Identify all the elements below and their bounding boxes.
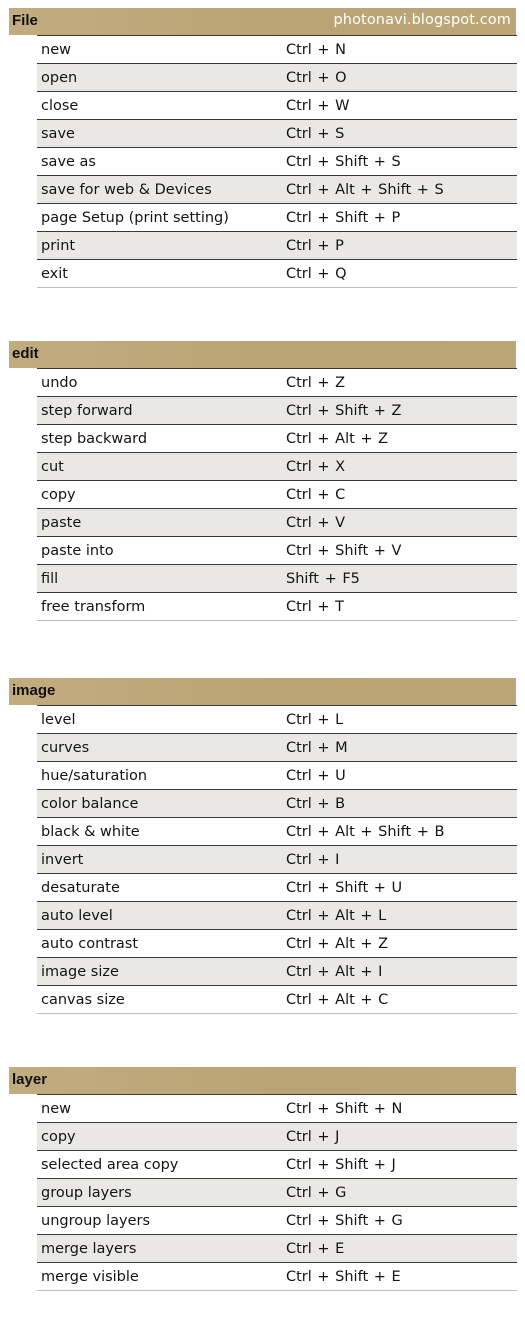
shortcut-keys: Ctrl + N (286, 42, 347, 58)
shortcut-keys: Ctrl + I (286, 852, 340, 868)
action-label: new (41, 42, 71, 58)
action-label: image size (41, 964, 119, 980)
shortcut-table (37, 705, 517, 1014)
shortcut-keys: Ctrl + Alt + L (286, 908, 387, 924)
action-label: save as (41, 154, 96, 170)
action-label: print (41, 238, 76, 254)
shortcut-keys: Ctrl + P (286, 238, 344, 254)
table-row (37, 1179, 517, 1207)
action-label: save (41, 126, 75, 142)
shortcut-keys: Ctrl + Alt + Z (286, 936, 389, 952)
shortcut-keys: Ctrl + V (286, 515, 346, 531)
section-title: edit (12, 345, 39, 362)
table-row (37, 1095, 517, 1123)
shortcut-keys: Ctrl + G (286, 1185, 347, 1201)
table-row (37, 453, 517, 481)
table-row (37, 1123, 517, 1151)
shortcut-keys: Ctrl + U (286, 768, 346, 784)
table-row (37, 706, 517, 734)
action-label: copy (41, 487, 76, 503)
action-label: desaturate (41, 880, 120, 896)
table-row (37, 1207, 517, 1235)
action-label: cut (41, 459, 64, 475)
action-label: auto contrast (41, 936, 139, 952)
table-row (37, 734, 517, 762)
shortcut-keys: Ctrl + T (286, 599, 345, 615)
table-row (37, 986, 517, 1014)
table-row (37, 846, 517, 874)
shortcut-keys: Ctrl + B (286, 796, 346, 812)
action-label: merge visible (41, 1269, 139, 1285)
table-row (37, 36, 517, 64)
shortcut-keys: Shift + F5 (286, 571, 360, 587)
shortcut-keys: Ctrl + Shift + U (286, 880, 403, 896)
section-title: image (12, 682, 56, 699)
action-label: paste into (41, 543, 114, 559)
table-row (37, 902, 517, 930)
table-row (37, 537, 517, 565)
table-row (37, 425, 517, 453)
shortcut-keys: Ctrl + Shift + J (286, 1157, 396, 1173)
table-row (37, 790, 517, 818)
table-row (37, 64, 517, 92)
action-label: new (41, 1101, 71, 1117)
table-row (37, 232, 517, 260)
table-row (37, 930, 517, 958)
section-edit (0, 341, 525, 621)
action-label: fill (41, 571, 59, 587)
action-label: level (41, 712, 76, 728)
table-row (37, 1151, 517, 1179)
shortcut-keys: Ctrl + Alt + Z (286, 431, 389, 447)
table-row (37, 874, 517, 902)
section-layer (0, 1067, 525, 1291)
section-header (9, 1067, 516, 1094)
table-row (37, 148, 517, 176)
table-row (37, 593, 517, 621)
table-row (37, 120, 517, 148)
table-row (37, 397, 517, 425)
action-label: copy (41, 1129, 76, 1145)
shortcut-table (37, 1094, 517, 1291)
section-header (9, 341, 516, 368)
shortcut-keys: Ctrl + Alt + Shift + S (286, 182, 444, 198)
action-label: free transform (41, 599, 146, 615)
shortcut-keys: Ctrl + Alt + Shift + B (286, 824, 445, 840)
table-row (37, 260, 517, 288)
table-row (37, 565, 517, 593)
shortcut-table (37, 368, 517, 621)
section-header (9, 678, 516, 705)
table-row (37, 369, 517, 397)
action-label: close (41, 98, 79, 114)
shortcut-keys: Ctrl + S (286, 126, 345, 142)
table-row (37, 92, 517, 120)
shortcut-keys: Ctrl + O (286, 70, 347, 86)
table-row (37, 481, 517, 509)
shortcut-keys: Ctrl + J (286, 1129, 340, 1145)
shortcut-keys: Ctrl + Shift + V (286, 543, 402, 559)
action-label: open (41, 70, 78, 86)
action-label: canvas size (41, 992, 125, 1008)
section-title: File (12, 12, 38, 29)
shortcut-keys: Ctrl + Z (286, 375, 346, 391)
shortcut-table (37, 35, 517, 288)
action-label: save for web & Devices (41, 182, 212, 198)
shortcut-keys: Ctrl + Shift + S (286, 154, 401, 170)
table-row (37, 1263, 517, 1291)
table-row (37, 1235, 517, 1263)
shortcut-keys: Ctrl + Shift + N (286, 1101, 403, 1117)
table-row (37, 958, 517, 986)
shortcut-keys: Ctrl + Shift + G (286, 1213, 403, 1229)
shortcut-keys: Ctrl + Alt + C (286, 992, 389, 1008)
action-label: undo (41, 375, 78, 391)
shortcut-keys: Ctrl + M (286, 740, 348, 756)
shortcut-keys: Ctrl + Shift + P (286, 210, 401, 226)
section-title: layer (12, 1071, 48, 1088)
table-row (37, 204, 517, 232)
table-row (37, 818, 517, 846)
watermark: photonavi.blogspot.com (333, 12, 511, 28)
shortcut-keys: Ctrl + E (286, 1241, 345, 1257)
shortcut-keys: Ctrl + C (286, 487, 346, 503)
action-label: black & white (41, 824, 140, 840)
shortcut-keys: Ctrl + W (286, 98, 350, 114)
action-label: step backward (41, 431, 148, 447)
action-label: merge layers (41, 1241, 137, 1257)
table-row (37, 176, 517, 204)
action-label: ungroup layers (41, 1213, 151, 1229)
action-label: group layers (41, 1185, 132, 1201)
action-label: auto level (41, 908, 113, 924)
action-label: invert (41, 852, 84, 868)
shortcut-keys: Ctrl + Shift + Z (286, 403, 402, 419)
table-row (37, 509, 517, 537)
action-label: page Setup (print setting) (41, 210, 229, 226)
action-label: hue/saturation (41, 768, 148, 784)
action-label: color balance (41, 796, 139, 812)
section-header (9, 8, 516, 35)
action-label: curves (41, 740, 90, 756)
action-label: step forward (41, 403, 133, 419)
action-label: selected area copy (41, 1157, 179, 1173)
shortcut-keys: Ctrl + Alt + I (286, 964, 383, 980)
action-label: paste (41, 515, 82, 531)
section-image (0, 678, 525, 1014)
shortcut-keys: Ctrl + X (286, 459, 346, 475)
shortcut-keys: Ctrl + Q (286, 266, 347, 282)
shortcut-keys: Ctrl + L (286, 712, 344, 728)
shortcut-keys: Ctrl + Shift + E (286, 1269, 401, 1285)
table-row (37, 762, 517, 790)
section-file (0, 8, 525, 288)
action-label: exit (41, 266, 68, 282)
